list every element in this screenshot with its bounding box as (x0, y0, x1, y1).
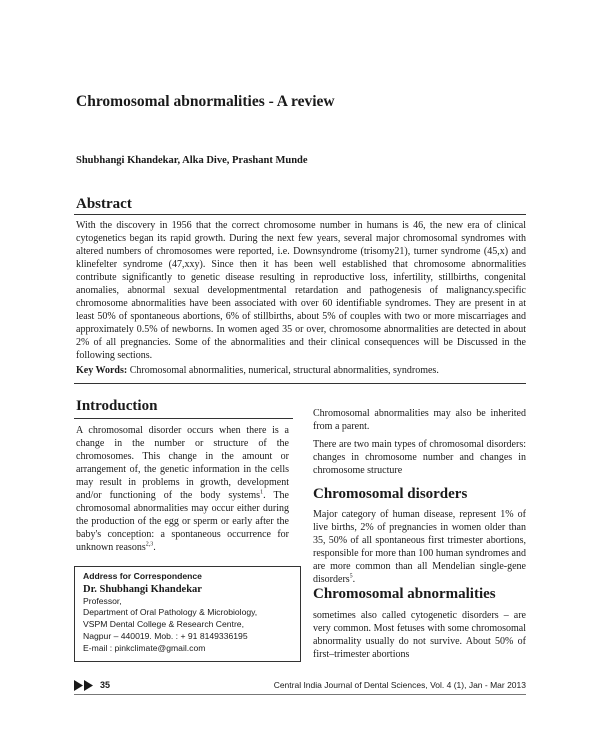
journal-citation: Central India Journal of Dental Sciences, Vol. 4 (1), Jan - Mar 2013 (273, 680, 526, 690)
introduction-heading: Introduction (76, 398, 158, 414)
disorders-part-1: Major category of human disease, represent 1% of live births, 2% of pregnancies in women older than 35, 50% of all spontaneous first trimester abortions, responsible for more than 100 human syndromes and are more common than all Mendelian single-gene disorders (313, 509, 526, 585)
author-list: Shubhangi Khandekar, Alka Dive, Prashant Munde (76, 155, 308, 166)
intro-part-1: A chromosomal disorder occurs when there is a change in the number or structure of the chromosomes. This change in the amount or arrangement of, the genetic information in the cells may result in problems in growth, development and/or functioning of the body systems (76, 425, 289, 501)
chromosomal-abnormalities-text: sometimes also called cytogenetic disorders – are very common. Most fetuses with some chromosomal abnormality usually do not survive. About 50% of first–trimester abortions (313, 610, 526, 660)
abstract-bottom-rule (74, 383, 526, 384)
page-number: 35 (100, 680, 111, 690)
citation-1: 1 (260, 489, 264, 496)
address-email: E-mail : pinkclimate@gmail.com (83, 642, 206, 653)
abstract-top-rule (74, 214, 526, 215)
abstract-text: With the discovery in 1956 that the correct chromosome number in humans is 46, the new era of clinical cytogenetics began its rapid growth. During the next few years, several major chromosomal syndromes with altered numbers of chromosomes were reported, i.e. Downsyndrome (trisomy21), turner syndrome (45,x) and klinefelter syndrome (47,xxy). Since then it has been well established that chromosome abnormalities contribute significantly to genetic disease resulting in reproductive loss, infertility, stillbirths, congenital anomalies, abnormal sexual developmentmental retardation and pathogenesis of malignancy.specific chromosome abnormalities have been associated with over 60 identifiable syndromes. They are present in at least 50% of spontaneous abortions, 6% of stillbirths, about 5% of couples with two or more miscarriages and approximately 0.5% of newborns. In women aged 35 or over, chromosome abnormalities are detected in about 2% of all pregnancies. Some of the abnormalities and their clinical consequences will be Discussed in the following sections. (76, 220, 526, 361)
disorders-part-2: . (352, 574, 356, 585)
chromosomal-disorders-text (313, 508, 526, 586)
abstract-heading: Abstract (76, 196, 132, 212)
arrow-icon (74, 680, 96, 691)
introduction-text (76, 424, 289, 554)
correspondence-box (74, 566, 301, 662)
chromosomal-disorders-heading: Chromosomal disorders (313, 486, 468, 502)
correspondence-name: Dr. Shubhangi Khandekar (83, 583, 202, 595)
citation-2-3: 2,3 (145, 541, 154, 548)
correspondence-heading: Address for Correspondence (83, 571, 202, 581)
address-line: VSPM Dental College & Research Centre, (83, 619, 244, 630)
address-line: Department of Oral Pathology & Microbiology, (83, 607, 258, 618)
keywords (76, 364, 526, 377)
intro-part-2: . The chromosomal abnormalities may occur either during the production of the egg or sperm or early after the baby's conception: a spontaneous occurrence for unknown reasons (76, 490, 289, 553)
introduction-rule (74, 418, 293, 419)
chromosomal-abnormalities-heading: Chromosomal abnormalities (313, 586, 496, 602)
page-footer (74, 680, 526, 692)
paper-title: Chromosomal abnormalities - A review (76, 93, 335, 110)
address-line: Nagpur – 440019. Mob. : + 91 8149336195 (83, 630, 248, 641)
keywords-text: Chromosomal abnormalities, numerical, structural abnormalities, syndromes. (127, 365, 439, 376)
footer-rule (74, 694, 526, 695)
right-para-2: There are two main types of chromosomal disorders: changes in chromosome number and changes in chromosome structure (313, 439, 526, 476)
address-line: Professor, (83, 595, 122, 606)
citation-5: 5 (349, 573, 353, 580)
keywords-label: Key Words: (76, 365, 128, 376)
right-para-1: Chromosomal abnormalities may also be inherited from a parent. (313, 408, 526, 432)
intro-part-3: . (153, 542, 156, 553)
